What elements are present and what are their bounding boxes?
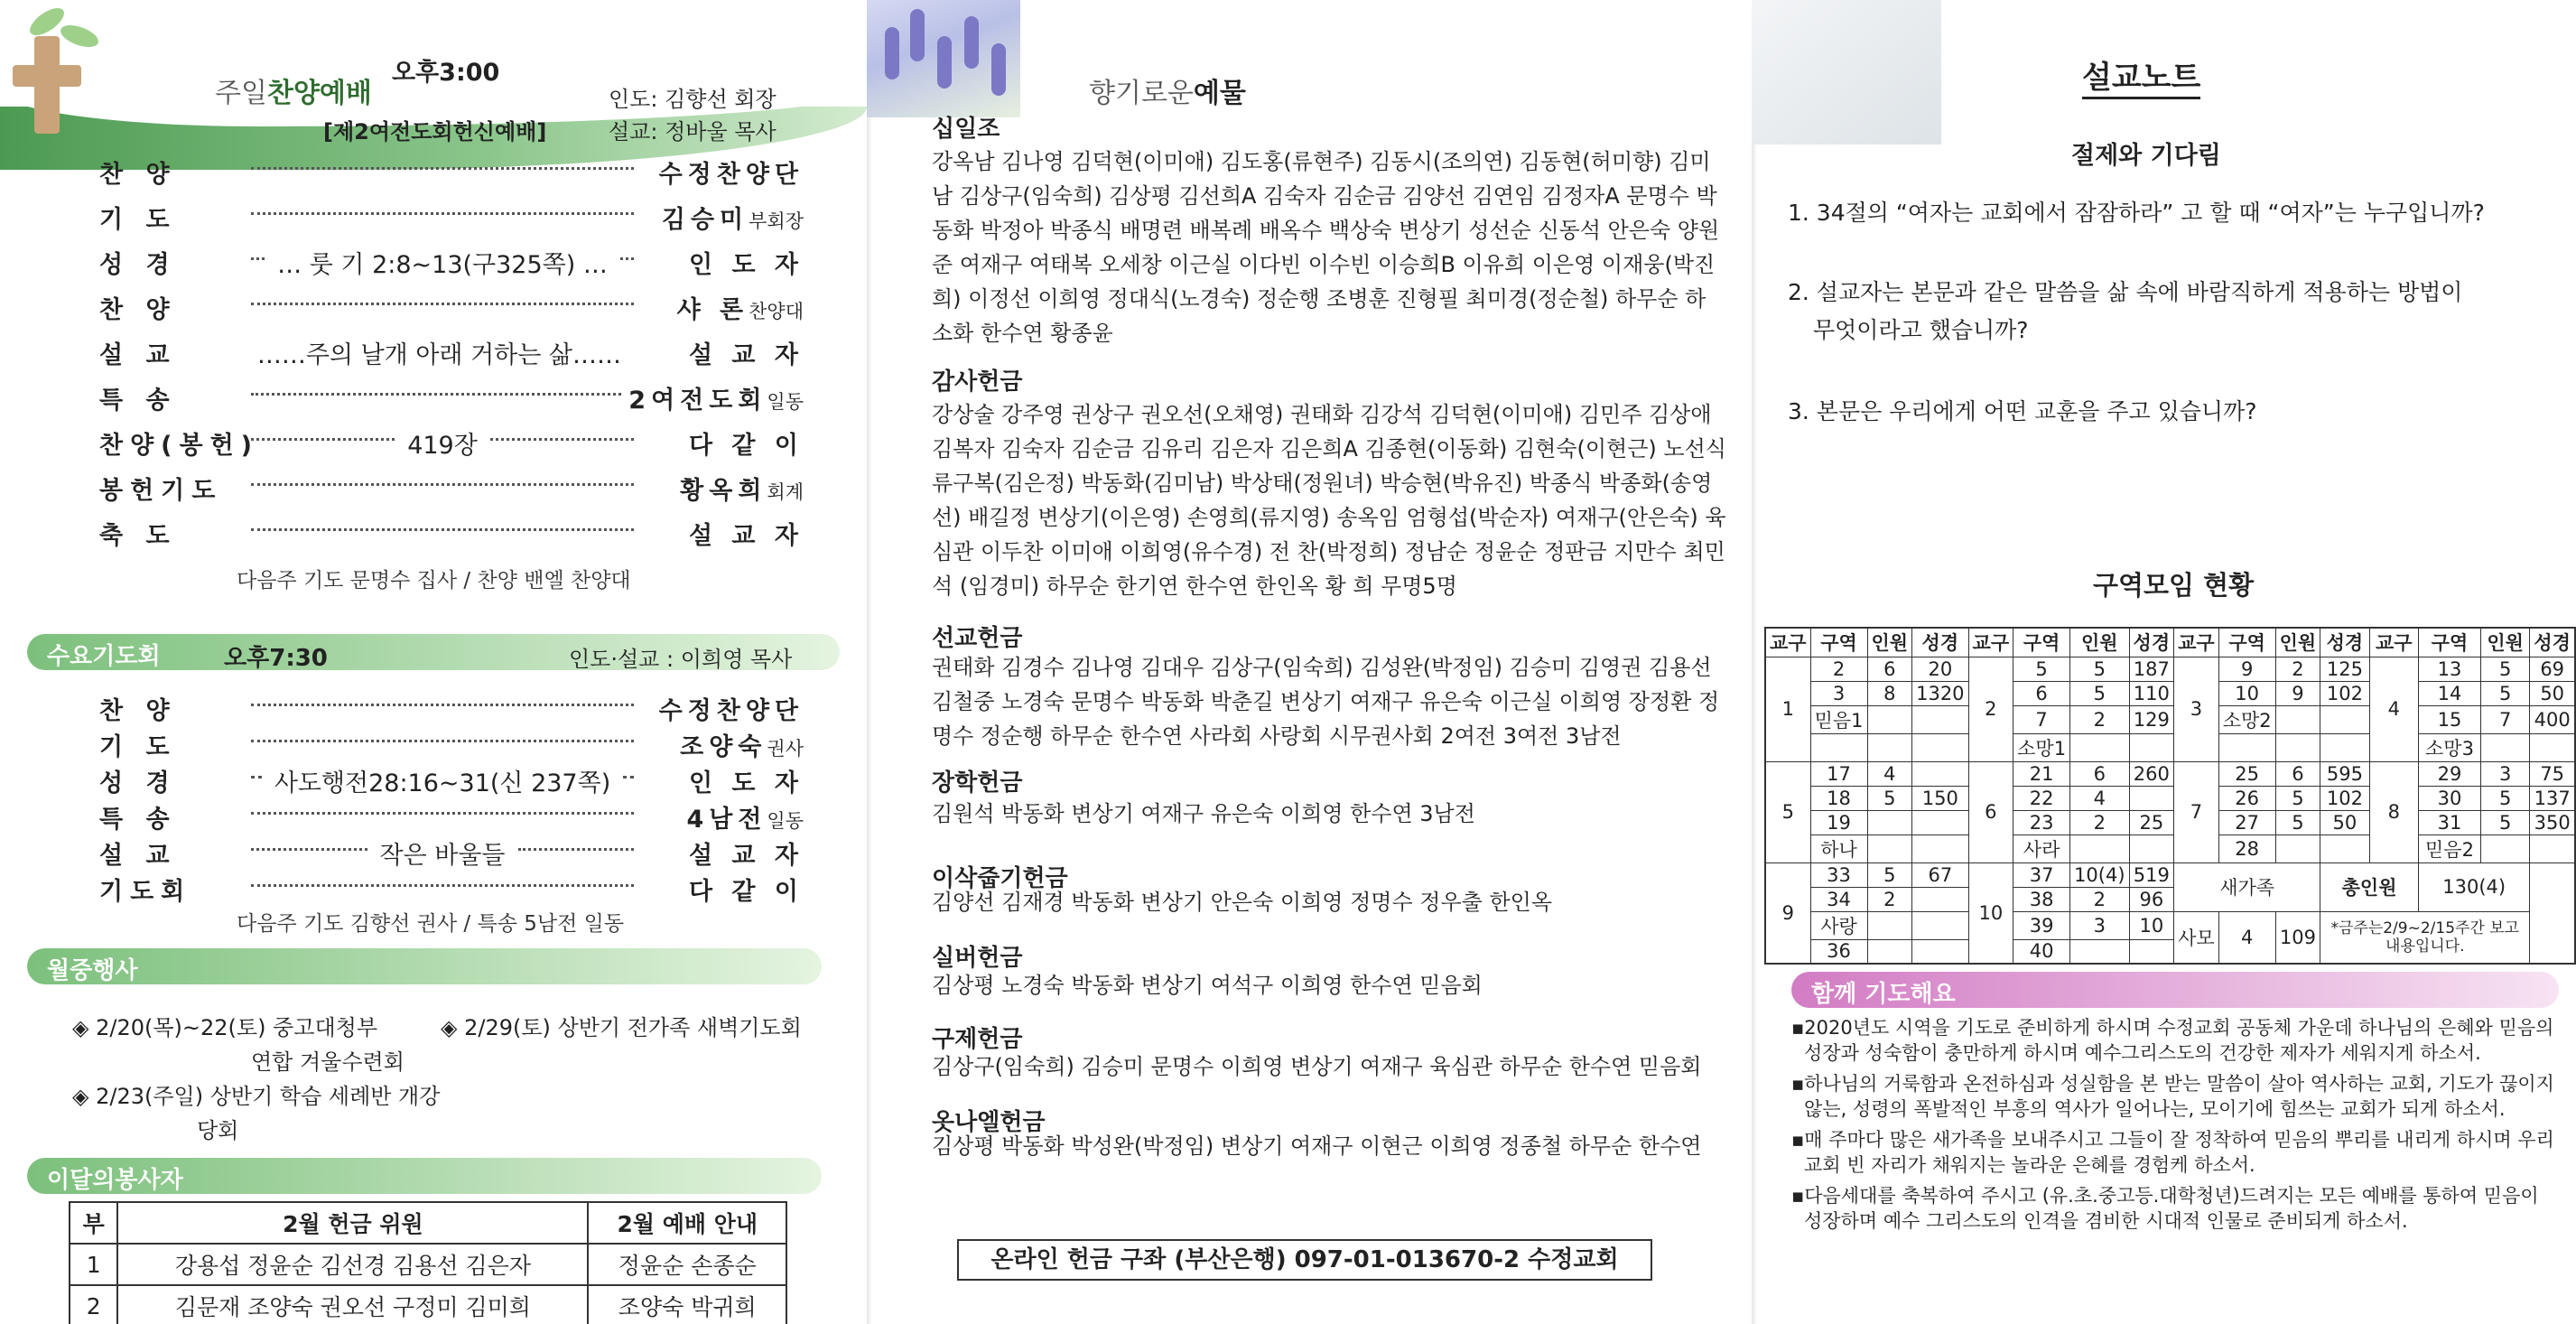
section-names-thanks: 강상술 강주영 권상구 권오선(오채영) 권태화 김강석 김덕현(이미애) 김민주 김상애 김복자 김숙자 김순금 김유리 김은자 김은희A 김종현(이동화) 김현숙(이현근) 노선식 류구복(김은정) 박동화(김미남) 박상태(정원녀) 박승현(박유진) 박종식 박종화(송영선) 배길정 변상기(이은영) 손영희(류지영) 송옥임 엄형섭(박순자) 여재구(안은숙) 육심관 이두찬 이미애 이희영(유수경) 전 찬(박정희) 정남순 정윤순 정판금 지만수 최민석 (임경미) 하무순 한기연 한수연 한인옥 황 희 무명5명	[932, 402, 1726, 599]
order-role: 권사	[767, 737, 804, 760]
table-row: 34 2 38 2 96	[1765, 887, 2575, 911]
order-label: 찬 양	[99, 160, 177, 189]
event-1-detail: 연합 겨울수련회	[251, 1049, 405, 1075]
order-label: 찬양(봉헌)	[99, 431, 260, 460]
dot-leader	[251, 883, 634, 887]
page-fold	[867, 0, 872, 1324]
prayer-item: ▪2020년도 시역을 기도로 준비하게 하시며 수정교회 공동체 가운데 하나님의 은혜와 믿음의 성장과 성숙함이 충만하게 하시며 예수그리스도의 건강한 제자가 세워지게 하소서.	[1791, 1017, 2554, 1064]
district-title: 구역모임 현황	[2093, 570, 2255, 601]
prayer-list	[1791, 1015, 2559, 1239]
order-label: 특 송	[99, 386, 177, 415]
dot-leader	[490, 437, 634, 441]
order-role: 일동	[767, 390, 804, 413]
order-label: 찬 양	[99, 696, 177, 725]
total-label: 총인원	[2320, 862, 2419, 911]
section-title-silver: 실버헌금	[932, 945, 1023, 972]
order-person: 설 교 자	[688, 841, 804, 870]
dot-leader	[251, 302, 634, 305]
section-names-mission: 권태화 김경수 김나영 김대우 김상구(임숙희) 김성완(박정임) 김승미 김영권 김용선 김철중 노경숙 문명수 박동화 박춘길 변상기 여재구 유은숙 이근실 이희영 장정환 정명수 정순행 하무순 한수연 사라회 사랑회 시무권사회 2여전 3여전 3남전	[932, 655, 1720, 749]
wednesday-header: 수요기도회	[27, 634, 840, 670]
monthly-events-header: 월중행사	[27, 948, 822, 984]
section-names-tithe: 강옥남 김나영 김덕현(이미애) 김도홍(류현주) 김동시(조의연) 김동현(허미향) 김미남 김상구(임숙희) 김상평 김선희A 김숙자 김순금 김양선 김연임 김정자A 문명수 박동화 박정아 박종식 배명련 배복례 배옥수 백상숙 변상기 성선순 신동석 안은숙 양원준 여재구 여태복 오세창 이근실 이다빈 이수빈 이승희B 이유희 이은영 이재웅(박진희) 이정선 이희영 정대식(노경숙) 정순행 조병훈 진형필 최미경(정순철) 하무순 하소화 한수연 황종윤	[932, 149, 1720, 346]
order-row	[99, 797, 804, 836]
sermon-note-title: 설교노트	[2082, 52, 2200, 99]
table-row: 1 2 6 20 2 5 5 187 3 9 2 125 4 13 5 69	[1765, 657, 2575, 681]
order-detail: ……주의 날개 아래 거하는 삶……	[256, 340, 621, 369]
district-table	[1764, 627, 2576, 965]
section-names-gleaning: 김양선 김재경 박동화 변상기 안은숙 이희영 정명수 정우출 한인옥	[932, 890, 1552, 915]
order-row	[99, 724, 804, 764]
order-person: 샤 론찬양대	[676, 295, 804, 324]
dot-leader	[251, 739, 634, 742]
sunday-preacher: 설교: 정바울 목사	[609, 119, 777, 145]
sermon-subtitle: 절제와 기다림	[2071, 142, 2221, 170]
order-label: 찬 양	[99, 295, 177, 324]
prayer-item: ▪다음세대를 축복하여 주시고 (유.초.중고등.대학청년)드려지는 모든 예배를 통하여 믿음이 성장하며 예수 그리스도의 인격을 겸비한 시대적 인물로 준비되게 하소서.	[1791, 1185, 2539, 1232]
cross-icon-bar	[13, 65, 81, 87]
dot-leader	[251, 392, 621, 396]
sunday-service-title: 주일찬양예배	[215, 78, 372, 109]
dot-leader	[251, 166, 634, 170]
order-label: 성 경	[99, 769, 177, 797]
order-person: 김승미부회장	[661, 205, 804, 234]
order-row	[99, 197, 804, 237]
wednesday-time: 오후7:30	[224, 645, 328, 672]
offering-title: 향기로운예물	[1089, 78, 1246, 109]
sermon-note-panel	[1752, 0, 2576, 1324]
order-role: 찬양대	[749, 300, 804, 322]
order-person: 조양숙권사	[680, 732, 804, 761]
section-title-thanks: 감사헌금	[932, 368, 1023, 396]
order-row	[99, 513, 804, 553]
order-role: 일동	[767, 809, 804, 832]
table-row: 사랑 39 3 10 사모 4 109 *금주는2/9~2/15주간 보고 내용입니다.	[1765, 911, 2575, 939]
sunday-service-time: 오후3:00	[392, 59, 500, 87]
table-row: 36 40	[1765, 939, 2575, 964]
dot-leader	[251, 527, 634, 531]
page-fold	[1752, 0, 1757, 1324]
order-label: 봉헌기도	[99, 476, 223, 505]
order-row	[99, 287, 804, 327]
order-label: 기 도	[99, 205, 177, 234]
table-row: 3 8 1320 6 5 110 10 9 102 14 5 50	[1765, 681, 2575, 705]
dot-leader	[251, 703, 634, 706]
worship-order-panel	[0, 0, 867, 1324]
table-row: 믿음1 7 2 129 소망2 15 7 400	[1765, 705, 2575, 733]
wednesday-next-week: 다음주 기도 김향선 권사 / 특송 5남전 일동	[237, 912, 625, 936]
samo-bible: 109	[2275, 911, 2320, 964]
order-role: 부회장	[749, 210, 804, 232]
table-header-row: 교구 구역 인원 성경 교구 구역 인원 성경 교구 구역 인원 성경 교구 구역 인원 성경	[1765, 628, 2575, 657]
samo-label: 사모	[2174, 911, 2219, 964]
event-3: ◈ 2/23(주일) 상반기 학습 세례반 개강	[72, 1084, 441, 1109]
dot-leader	[251, 847, 367, 851]
online-offering-account: 온라인 헌금 구좌 (부산은행) 097-01-013670-2 수정교회	[957, 1239, 1652, 1281]
question-3: 3. 본문은 우리에게 어떤 교훈을 주고 있습니까?	[1788, 398, 2257, 424]
order-row	[99, 423, 804, 462]
wednesday-leader: 인도·설교 : 이희영 목사	[569, 647, 793, 672]
order-person: 인 도 자	[688, 250, 804, 279]
samo-count: 4	[2218, 911, 2275, 964]
order-person: 수정찬양단	[658, 696, 804, 725]
order-detail: 419장	[407, 431, 478, 460]
section-names-silver: 김상평 노경숙 박동화 변상기 여석구 이희영 한수연 믿음회	[932, 973, 1483, 998]
order-label: 기도회	[99, 877, 192, 906]
dot-leader	[251, 775, 262, 779]
offering-panel	[867, 0, 1752, 1324]
table-row: 18 5 150 22 4 26 5 102 30 5 137	[1765, 786, 2575, 810]
district-footnote: *금주는2/9~2/15주간 보고 내용입니다.	[2320, 911, 2530, 964]
dot-leader	[623, 775, 634, 779]
order-row	[99, 468, 804, 508]
new-family-label: 새가족	[2174, 862, 2320, 911]
table-row: 하나 사라 28 믿음2	[1765, 834, 2575, 862]
order-person: 다 같 이	[688, 877, 804, 906]
table-row: 19 23 2 25 27 5 50 31 5 350	[1765, 810, 2575, 834]
section-title-clothing: 옷나엘헌금	[932, 1109, 1046, 1136]
order-label: 특 송	[99, 805, 177, 834]
order-row	[99, 760, 804, 800]
order-row	[99, 869, 804, 909]
order-label: 설 교	[99, 841, 177, 870]
question-2-cont: 무엇이라고 했습니까?	[1813, 317, 2029, 343]
order-row	[99, 833, 804, 872]
order-person: 설 교 자	[688, 521, 804, 550]
order-label: 성 경	[99, 250, 177, 279]
open-book-image	[1752, 0, 1941, 145]
order-row	[99, 242, 804, 282]
total-value: 130(4)	[2418, 862, 2529, 911]
table-row: 9 33 5 67 10 37 10(4) 519 새가족 총인원 130(4)	[1765, 862, 2575, 887]
section-title-gleaning: 이삭줍기헌금	[932, 865, 1068, 892]
table-header-row: 부 2월 헌금 위원 2월 예배 안내	[70, 1202, 786, 1244]
table-row: 1 강용섭 정윤순 김선경 김용선 김은자 정윤순 손종순	[70, 1244, 786, 1285]
order-row	[99, 332, 804, 372]
order-label: 설 교	[99, 340, 177, 369]
leaf-decoration	[58, 21, 101, 51]
order-person: 황옥희회계	[680, 476, 804, 505]
sunday-subtitle: [제2여전도회헌신예배]	[323, 119, 547, 145]
question-2: 2. 설교자는 본문과 같은 말씀을 삶 속에 바람직하게 적용하는 방법이	[1788, 279, 2463, 305]
section-names-scholarship: 김원석 박동화 변상기 여재구 유은숙 이희영 한수연 3남전	[932, 801, 1475, 826]
order-detail: 사도행전28:16~31(신 237쪽)	[274, 769, 611, 797]
dot-leader	[518, 847, 635, 851]
table-row: 5 17 4 6 21 6 260 7 25 6 595 8 29 3 75	[1765, 761, 2575, 786]
prayer-header: 함께 기도해요	[1791, 972, 2559, 1008]
question-1: 1. 34절의 “여자는 교회에서 잠잠하라” 고 할 때 “여자”는 누구입니까?	[1788, 200, 2485, 226]
order-detail: 작은 바울들	[379, 841, 506, 870]
order-row	[99, 152, 804, 191]
order-label: 축 도	[99, 521, 177, 550]
servants-header: 이달의봉사자	[27, 1158, 822, 1194]
section-title-scholarship: 장학헌금	[932, 769, 1023, 797]
order-person: 2여전도회일동	[628, 386, 804, 415]
event-2: ◈ 2/29(토) 상반기 전가족 새벽기도회	[441, 1015, 802, 1040]
order-label: 기 도	[99, 732, 177, 761]
event-1: ◈ 2/20(목)~22(토) 중고대청부	[72, 1015, 377, 1040]
section-title-mission: 선교헌금	[932, 625, 1023, 652]
section-names-clothing: 김상평 박동화 박성완(박정임) 변상기 여재구 이현근 이희영 정종철 하무순 한수연	[932, 1133, 1702, 1159]
order-person: 다 같 이	[688, 431, 804, 460]
dot-leader	[251, 482, 634, 486]
event-3-detail: 당회	[197, 1118, 239, 1143]
section-title-relief: 구제헌금	[932, 1026, 1023, 1053]
order-person: 설 교 자	[688, 340, 804, 369]
dot-leader	[251, 211, 634, 215]
order-person: 인 도 자	[688, 769, 804, 797]
order-role: 회계	[767, 480, 804, 503]
lavender-flowers-image	[867, 0, 1020, 117]
dot-leader	[251, 256, 265, 260]
dot-leader	[251, 437, 395, 441]
order-person: 수정찬양단	[658, 160, 804, 189]
dot-leader	[251, 811, 634, 815]
prayer-item: ▪하나님의 거룩함과 온전하심과 성실함을 본 받는 말씀이 살아 역사하는 교회, 기도가 끊이지 않는, 성령의 폭발적인 부흥의 역사가 일어나는, 모이기에 힘쓰는 교회가 되게 하소서.	[1791, 1073, 2554, 1120]
servants-table	[69, 1201, 787, 1324]
dot-leader	[620, 256, 634, 260]
order-detail: … 룻 기 2:8~13(구325쪽) …	[277, 250, 608, 279]
prayer-item: ▪매 주마다 많은 새가족을 보내주시고 그들이 잘 정착하여 믿음의 뿌리를 내리게 하시며 우리교회 빈 자리가 채워지는 놀라운 은혜를 경험케 하소서.	[1791, 1129, 2554, 1176]
order-row	[99, 378, 804, 417]
sunday-leader: 인도: 김향선 회장	[609, 87, 777, 112]
table-row: 2 김문재 조양숙 권오선 구정미 김미희 조양숙 박귀희	[70, 1285, 786, 1324]
section-names-relief: 김상구(임숙희) 김승미 문명수 이희영 변상기 여재구 육심관 하무순 한수연 믿음회	[932, 1054, 1702, 1079]
table-row: 소망1 소망3	[1765, 733, 2575, 761]
sunday-next-week: 다음주 기도 문명수 집사 / 찬양 밴엘 찬양대	[237, 569, 631, 592]
order-row	[99, 688, 804, 728]
section-title-tithe: 십일조	[932, 116, 1000, 143]
order-person: 4남전일동	[686, 805, 804, 834]
